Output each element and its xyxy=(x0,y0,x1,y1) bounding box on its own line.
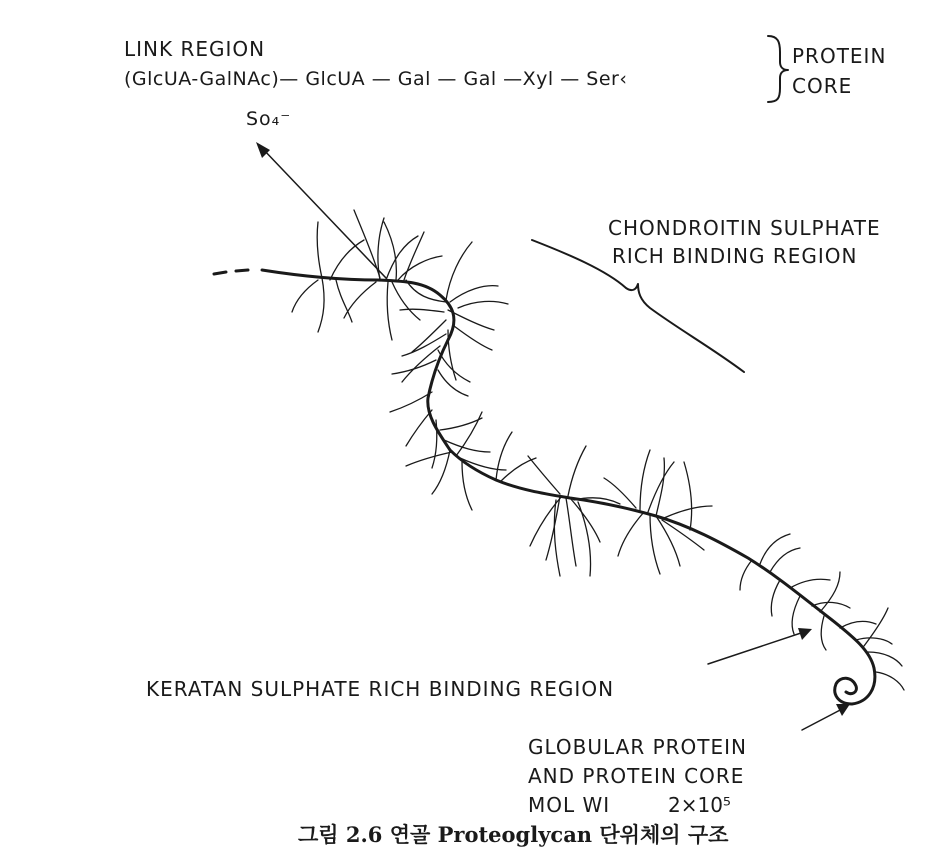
globular-label-line1: GLOBULAR PROTEIN xyxy=(528,735,747,759)
sulfate-arrowhead xyxy=(256,142,270,158)
sulfate-label: So₄⁻ xyxy=(246,108,292,130)
side-chains xyxy=(292,210,904,690)
core-label: CORE xyxy=(792,74,853,98)
globular-label-line2: AND PROTEIN CORE xyxy=(528,764,745,788)
core-strand-dashes xyxy=(214,270,248,274)
chondroitin-label-line2: RICH BINDING REGION xyxy=(612,244,858,268)
keratan-arrowhead xyxy=(798,628,812,640)
sulfate-arrow-line xyxy=(262,148,386,278)
glycan-linkage-formula: (GlcUA-GalNAc)— GlcUA — Gal — Gal —Xyl — Ser‹ xyxy=(124,68,628,90)
globular-arrowhead xyxy=(836,704,850,716)
chondroitin-label-line1: CHONDROITIN SULPHATE xyxy=(608,216,881,240)
mol-wt-value: 2×10⁵ xyxy=(668,793,731,817)
protein-label: PROTEIN xyxy=(792,44,887,68)
globular-arrow-line xyxy=(802,708,844,730)
keratan-arrow-line xyxy=(708,632,804,664)
figure-caption: 그림 2.6 연골 Proteoglycan 단위체의 구조 xyxy=(298,822,729,847)
protein-core-brace xyxy=(768,36,788,102)
keratan-label: KERATAN SULPHATE RICH BINDING REGION xyxy=(146,677,615,701)
mol-wt-label: MOL WI xyxy=(528,793,611,817)
link-region-label: LINK REGION xyxy=(124,37,266,61)
